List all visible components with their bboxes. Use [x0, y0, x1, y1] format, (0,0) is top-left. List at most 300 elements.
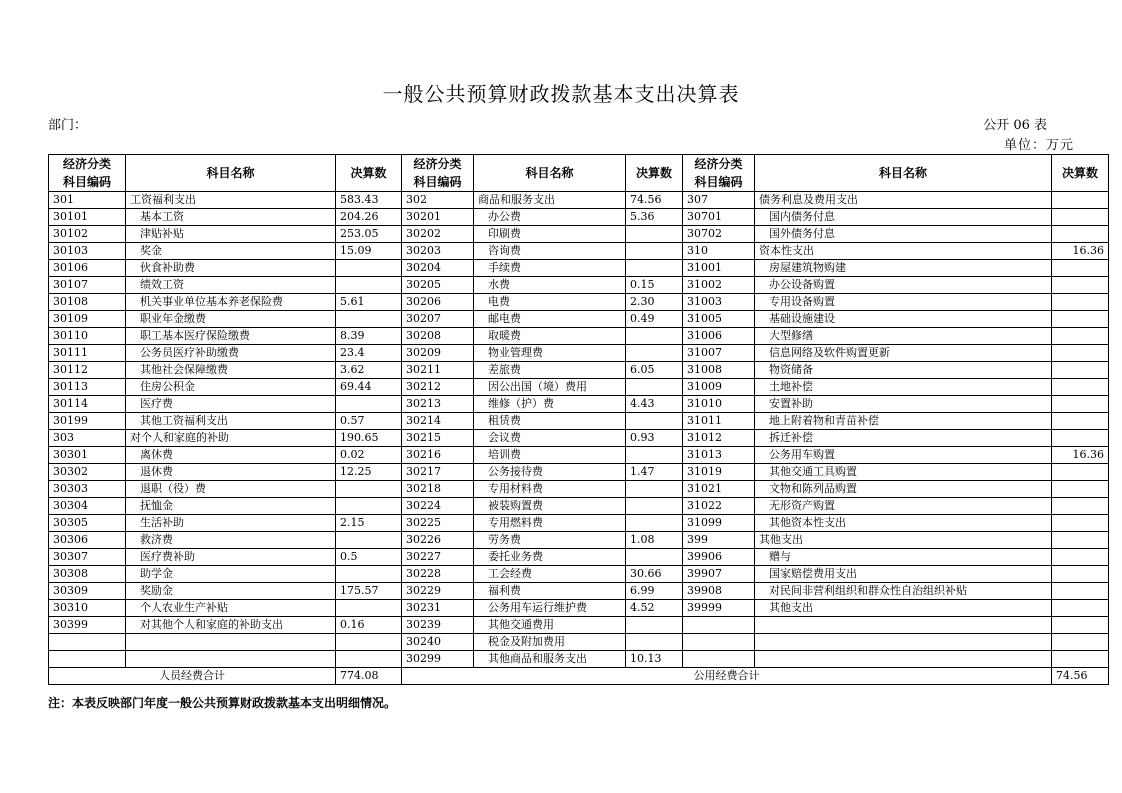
row-code: 30307 — [49, 549, 126, 566]
table-row — [49, 634, 1109, 651]
row-amount: 0.5 — [336, 549, 402, 566]
row-code: 30702 — [683, 226, 755, 243]
table-row — [49, 549, 1109, 566]
row-code: 30213 — [402, 396, 474, 413]
row-name: 奖励金 — [126, 583, 336, 600]
row-name: 会议费 — [474, 430, 626, 447]
row-code: 30112 — [49, 362, 126, 379]
personnel-total-label: 人员经费合计 — [49, 668, 336, 685]
row-amount: 30.66 — [626, 566, 683, 583]
unit-label: 单位：万元 — [1003, 138, 1074, 153]
row-name: 土地补偿 — [755, 379, 1052, 396]
row-name: 其他支出 — [755, 600, 1052, 617]
table-row — [49, 396, 1109, 413]
row-code: 30303 — [49, 481, 126, 498]
row-amount: 8.39 — [336, 328, 402, 345]
row-amount — [626, 243, 683, 260]
row-amount: 5.61 — [336, 294, 402, 311]
row-amount — [1052, 328, 1109, 345]
row-code: 39906 — [683, 549, 755, 566]
row-name: 资本性支出 — [755, 243, 1052, 260]
row-name: 租赁费 — [474, 413, 626, 430]
row-code: 30207 — [402, 311, 474, 328]
table-row — [49, 447, 1109, 464]
row-code: 30301 — [49, 447, 126, 464]
row-code: 39908 — [683, 583, 755, 600]
row-code: 30113 — [49, 379, 126, 396]
row-code: 31003 — [683, 294, 755, 311]
row-code: 30239 — [402, 617, 474, 634]
row-code: 30109 — [49, 311, 126, 328]
row-amount — [336, 396, 402, 413]
table-row — [49, 498, 1109, 515]
table-row — [49, 277, 1109, 294]
row-amount: 0.16 — [336, 617, 402, 634]
row-amount — [626, 549, 683, 566]
row-name: 退职（役）费 — [126, 481, 336, 498]
row-code — [683, 617, 755, 634]
row-name: 文物和陈列品购置 — [755, 481, 1052, 498]
row-name: 工资福利支出 — [126, 192, 336, 209]
table-row — [49, 600, 1109, 617]
row-code: 31006 — [683, 328, 755, 345]
row-name: 机关事业单位基本养老保险费 — [126, 294, 336, 311]
row-name: 奖金 — [126, 243, 336, 260]
row-amount: 12.25 — [336, 464, 402, 481]
expenditure-table — [48, 154, 1109, 685]
row-amount — [626, 617, 683, 634]
row-name: 其他工资福利支出 — [126, 413, 336, 430]
row-code: 30240 — [402, 634, 474, 651]
row-name: 其他社会保障缴费 — [126, 362, 336, 379]
row-amount — [336, 651, 402, 668]
table-row — [49, 583, 1109, 600]
header-name: 科目名称 — [474, 155, 626, 192]
row-name: 商品和服务支出 — [474, 192, 626, 209]
header-name: 科目名称 — [755, 155, 1052, 192]
row-amount: 10.13 — [626, 651, 683, 668]
row-amount: 1.08 — [626, 532, 683, 549]
row-code: 399 — [683, 532, 755, 549]
row-amount: 15.09 — [336, 243, 402, 260]
row-name: 职工基本医疗保险缴费 — [126, 328, 336, 345]
row-amount: 6.99 — [626, 583, 683, 600]
row-name: 大型修缮 — [755, 328, 1052, 345]
row-code: 30203 — [402, 243, 474, 260]
row-amount: 3.62 — [336, 362, 402, 379]
row-code: 31008 — [683, 362, 755, 379]
row-code: 31005 — [683, 311, 755, 328]
public-total-value: 74.56 — [1052, 668, 1109, 685]
row-code: 30399 — [49, 617, 126, 634]
row-code: 31019 — [683, 464, 755, 481]
row-name — [755, 634, 1052, 651]
row-name: 电费 — [474, 294, 626, 311]
row-name: 取暖费 — [474, 328, 626, 345]
row-name: 地上附着物和青苗补偿 — [755, 413, 1052, 430]
row-code: 30208 — [402, 328, 474, 345]
row-amount — [626, 498, 683, 515]
row-code: 30202 — [402, 226, 474, 243]
table-row — [49, 379, 1109, 396]
row-name: 国家赔偿费用支出 — [755, 566, 1052, 583]
table-row — [49, 209, 1109, 226]
row-amount — [1052, 532, 1109, 549]
row-code — [49, 634, 126, 651]
row-code — [49, 651, 126, 668]
row-name: 培训费 — [474, 447, 626, 464]
row-name: 绩效工资 — [126, 277, 336, 294]
table-row — [49, 532, 1109, 549]
row-code: 31007 — [683, 345, 755, 362]
row-amount — [1052, 311, 1109, 328]
row-amount: 175.57 — [336, 583, 402, 600]
row-amount — [1052, 345, 1109, 362]
row-name: 其他商品和服务支出 — [474, 651, 626, 668]
row-name: 办公费 — [474, 209, 626, 226]
row-name — [126, 634, 336, 651]
row-amount: 204.26 — [336, 209, 402, 226]
table-row — [49, 328, 1109, 345]
row-amount — [1052, 600, 1109, 617]
row-code: 30228 — [402, 566, 474, 583]
table-row — [49, 311, 1109, 328]
row-code: 30308 — [49, 566, 126, 583]
row-name: 咨询费 — [474, 243, 626, 260]
department-label: 部门： — [48, 118, 88, 133]
row-amount — [1052, 430, 1109, 447]
table-row — [49, 362, 1109, 379]
row-code: 30211 — [402, 362, 474, 379]
row-code: 31012 — [683, 430, 755, 447]
row-amount — [626, 379, 683, 396]
row-amount — [626, 345, 683, 362]
row-amount: 5.36 — [626, 209, 683, 226]
row-code: 30299 — [402, 651, 474, 668]
row-name: 离休费 — [126, 447, 336, 464]
row-name: 助学金 — [126, 566, 336, 583]
row-code: 30199 — [49, 413, 126, 430]
table-row — [49, 226, 1109, 243]
row-name: 委托业务费 — [474, 549, 626, 566]
row-amount: 0.49 — [626, 311, 683, 328]
row-amount: 2.15 — [336, 515, 402, 532]
row-name: 抚恤金 — [126, 498, 336, 515]
row-amount — [336, 498, 402, 515]
row-name: 对个人和家庭的补助 — [126, 430, 336, 447]
row-amount — [1052, 209, 1109, 226]
row-code: 31001 — [683, 260, 755, 277]
row-amount: 16.36 — [1052, 447, 1109, 464]
row-name: 对其他个人和家庭的补助支出 — [126, 617, 336, 634]
row-amount — [1052, 277, 1109, 294]
row-name: 办公设备购置 — [755, 277, 1052, 294]
public-total-label: 公用经费合计 — [402, 668, 1052, 685]
form-number: 公开 06 表 — [983, 118, 1047, 133]
row-code — [683, 651, 755, 668]
row-code: 30215 — [402, 430, 474, 447]
row-amount — [626, 447, 683, 464]
row-amount: 4.43 — [626, 396, 683, 413]
row-name: 印刷费 — [474, 226, 626, 243]
row-amount — [336, 311, 402, 328]
row-code: 30229 — [402, 583, 474, 600]
table-row — [49, 260, 1109, 277]
row-name: 税金及附加费用 — [474, 634, 626, 651]
row-code: 30216 — [402, 447, 474, 464]
table-row — [49, 617, 1109, 634]
table-row — [49, 413, 1109, 430]
row-name — [755, 651, 1052, 668]
row-amount: 69.44 — [336, 379, 402, 396]
row-amount — [1052, 226, 1109, 243]
row-amount: 6.05 — [626, 362, 683, 379]
row-name: 工会经费 — [474, 566, 626, 583]
row-amount: 74.56 — [626, 192, 683, 209]
row-name: 公务员医疗补助缴费 — [126, 345, 336, 362]
row-code: 30214 — [402, 413, 474, 430]
row-amount: 0.15 — [626, 277, 683, 294]
row-amount — [1052, 192, 1109, 209]
row-name: 差旅费 — [474, 362, 626, 379]
row-amount — [626, 634, 683, 651]
row-code: 31013 — [683, 447, 755, 464]
row-code: 31099 — [683, 515, 755, 532]
row-amount — [1052, 498, 1109, 515]
row-code: 39999 — [683, 600, 755, 617]
row-name: 医疗费补助 — [126, 549, 336, 566]
row-name: 基础设施建设 — [755, 311, 1052, 328]
row-name: 手续费 — [474, 260, 626, 277]
row-amount — [626, 260, 683, 277]
table-note: 注：本表反映部门年度一般公共预算财政拨款基本支出明细情况。 — [48, 696, 397, 710]
row-name: 其他支出 — [755, 532, 1052, 549]
row-name: 赠与 — [755, 549, 1052, 566]
row-code: 30227 — [402, 549, 474, 566]
row-amount: 190.65 — [336, 430, 402, 447]
row-code: 31021 — [683, 481, 755, 498]
row-amount — [1052, 396, 1109, 413]
table-row — [49, 651, 1109, 668]
row-amount — [626, 328, 683, 345]
row-code: 30114 — [49, 396, 126, 413]
row-name: 职业年金缴费 — [126, 311, 336, 328]
row-amount — [336, 600, 402, 617]
row-name: 公务接待费 — [474, 464, 626, 481]
row-name: 公务用车购置 — [755, 447, 1052, 464]
row-code: 30101 — [49, 209, 126, 226]
row-amount — [1052, 634, 1109, 651]
row-name — [755, 617, 1052, 634]
row-name: 基本工资 — [126, 209, 336, 226]
row-code: 30205 — [402, 277, 474, 294]
row-amount — [1052, 481, 1109, 498]
row-amount: 4.52 — [626, 600, 683, 617]
table-row — [49, 192, 1109, 209]
row-code: 30110 — [49, 328, 126, 345]
row-name: 其他资本性支出 — [755, 515, 1052, 532]
row-amount: 583.43 — [336, 192, 402, 209]
row-name: 医疗费 — [126, 396, 336, 413]
row-name: 专用设备购置 — [755, 294, 1052, 311]
header-code: 经济分类 科目编码 — [49, 155, 126, 192]
row-name: 国内债务付息 — [755, 209, 1052, 226]
row-code: 31010 — [683, 396, 755, 413]
row-amount — [1052, 549, 1109, 566]
row-name: 专用材料费 — [474, 481, 626, 498]
row-name: 福利费 — [474, 583, 626, 600]
row-name: 邮电费 — [474, 311, 626, 328]
header-amount: 决算数 — [1052, 155, 1109, 192]
table-row — [49, 294, 1109, 311]
row-amount: 23.4 — [336, 345, 402, 362]
row-code: 30226 — [402, 532, 474, 549]
header-code: 经济分类 科目编码 — [683, 155, 755, 192]
row-code: 30103 — [49, 243, 126, 260]
row-amount — [1052, 379, 1109, 396]
row-amount — [336, 634, 402, 651]
row-name: 伙食补助费 — [126, 260, 336, 277]
personnel-total-value: 774.08 — [336, 668, 402, 685]
row-code: 30306 — [49, 532, 126, 549]
row-code: 30107 — [49, 277, 126, 294]
row-name: 维修（护）费 — [474, 396, 626, 413]
row-code: 31022 — [683, 498, 755, 515]
row-amount — [1052, 651, 1109, 668]
row-name: 安置补助 — [755, 396, 1052, 413]
row-code: 30206 — [402, 294, 474, 311]
row-amount — [1052, 362, 1109, 379]
row-code: 303 — [49, 430, 126, 447]
row-code: 30102 — [49, 226, 126, 243]
row-amount — [1052, 294, 1109, 311]
row-code: 30201 — [402, 209, 474, 226]
row-name: 个人农业生产补贴 — [126, 600, 336, 617]
row-name: 物业管理费 — [474, 345, 626, 362]
row-name: 住房公积金 — [126, 379, 336, 396]
row-name — [126, 651, 336, 668]
row-amount — [1052, 464, 1109, 481]
header-amount: 决算数 — [336, 155, 402, 192]
row-code: 30309 — [49, 583, 126, 600]
table-row — [49, 481, 1109, 498]
row-name: 其他交通工具购置 — [755, 464, 1052, 481]
row-name: 被装购置费 — [474, 498, 626, 515]
row-code: 302 — [402, 192, 474, 209]
row-amount — [336, 532, 402, 549]
row-name: 其他交通费用 — [474, 617, 626, 634]
row-code: 30218 — [402, 481, 474, 498]
row-amount — [1052, 515, 1109, 532]
row-code: 30701 — [683, 209, 755, 226]
table-row — [49, 515, 1109, 532]
row-code: 30305 — [49, 515, 126, 532]
row-amount: 2.30 — [626, 294, 683, 311]
row-amount: 0.02 — [336, 447, 402, 464]
row-name: 因公出国（境）费用 — [474, 379, 626, 396]
row-code: 307 — [683, 192, 755, 209]
row-code: 30106 — [49, 260, 126, 277]
row-name: 拆迁补偿 — [755, 430, 1052, 447]
row-amount: 16.36 — [1052, 243, 1109, 260]
row-amount — [626, 481, 683, 498]
table-row — [49, 430, 1109, 447]
row-amount — [626, 515, 683, 532]
row-amount — [1052, 413, 1109, 430]
table-row — [49, 345, 1109, 362]
header-code: 经济分类 科目编码 — [402, 155, 474, 192]
row-code: 310 — [683, 243, 755, 260]
row-code — [683, 634, 755, 651]
row-amount — [336, 481, 402, 498]
row-code: 30209 — [402, 345, 474, 362]
row-amount — [1052, 583, 1109, 600]
table-header-row — [49, 155, 1109, 192]
row-code: 30224 — [402, 498, 474, 515]
row-name: 物资储备 — [755, 362, 1052, 379]
row-name: 债务利息及费用支出 — [755, 192, 1052, 209]
row-amount — [336, 260, 402, 277]
page-title: 一般公共预算财政拨款基本支出决算表 — [382, 82, 740, 106]
row-name: 房屋建筑物购建 — [755, 260, 1052, 277]
row-name: 对民间非营利组织和群众性自治组织补贴 — [755, 583, 1052, 600]
row-code: 31002 — [683, 277, 755, 294]
row-name: 劳务费 — [474, 532, 626, 549]
row-name: 国外债务付息 — [755, 226, 1052, 243]
row-code: 301 — [49, 192, 126, 209]
row-code: 30302 — [49, 464, 126, 481]
row-code: 30212 — [402, 379, 474, 396]
row-name: 无形资产购置 — [755, 498, 1052, 515]
row-amount — [626, 413, 683, 430]
row-code: 31009 — [683, 379, 755, 396]
table-row — [49, 243, 1109, 260]
header-name: 科目名称 — [126, 155, 336, 192]
row-amount: 1.47 — [626, 464, 683, 481]
row-amount — [336, 277, 402, 294]
row-name: 救济费 — [126, 532, 336, 549]
row-amount — [1052, 617, 1109, 634]
header-amount: 决算数 — [626, 155, 683, 192]
row-amount: 253.05 — [336, 226, 402, 243]
row-amount — [1052, 260, 1109, 277]
row-code: 39907 — [683, 566, 755, 583]
row-name: 生活补助 — [126, 515, 336, 532]
row-name: 水费 — [474, 277, 626, 294]
row-amount — [336, 566, 402, 583]
row-code: 30304 — [49, 498, 126, 515]
row-code: 30204 — [402, 260, 474, 277]
row-amount: 0.57 — [336, 413, 402, 430]
row-code: 31011 — [683, 413, 755, 430]
row-name: 专用燃料费 — [474, 515, 626, 532]
row-name: 公务用车运行维护费 — [474, 600, 626, 617]
row-name: 信息网络及软件购置更新 — [755, 345, 1052, 362]
row-amount — [1052, 566, 1109, 583]
row-code: 30225 — [402, 515, 474, 532]
row-name: 津贴补贴 — [126, 226, 336, 243]
row-amount: 0.93 — [626, 430, 683, 447]
row-name: 退休费 — [126, 464, 336, 481]
row-code: 30310 — [49, 600, 126, 617]
row-code: 30111 — [49, 345, 126, 362]
table-row — [49, 566, 1109, 583]
row-amount — [626, 226, 683, 243]
totals-row — [49, 668, 1109, 685]
row-code: 30231 — [402, 600, 474, 617]
row-code: 30217 — [402, 464, 474, 481]
row-code: 30108 — [49, 294, 126, 311]
